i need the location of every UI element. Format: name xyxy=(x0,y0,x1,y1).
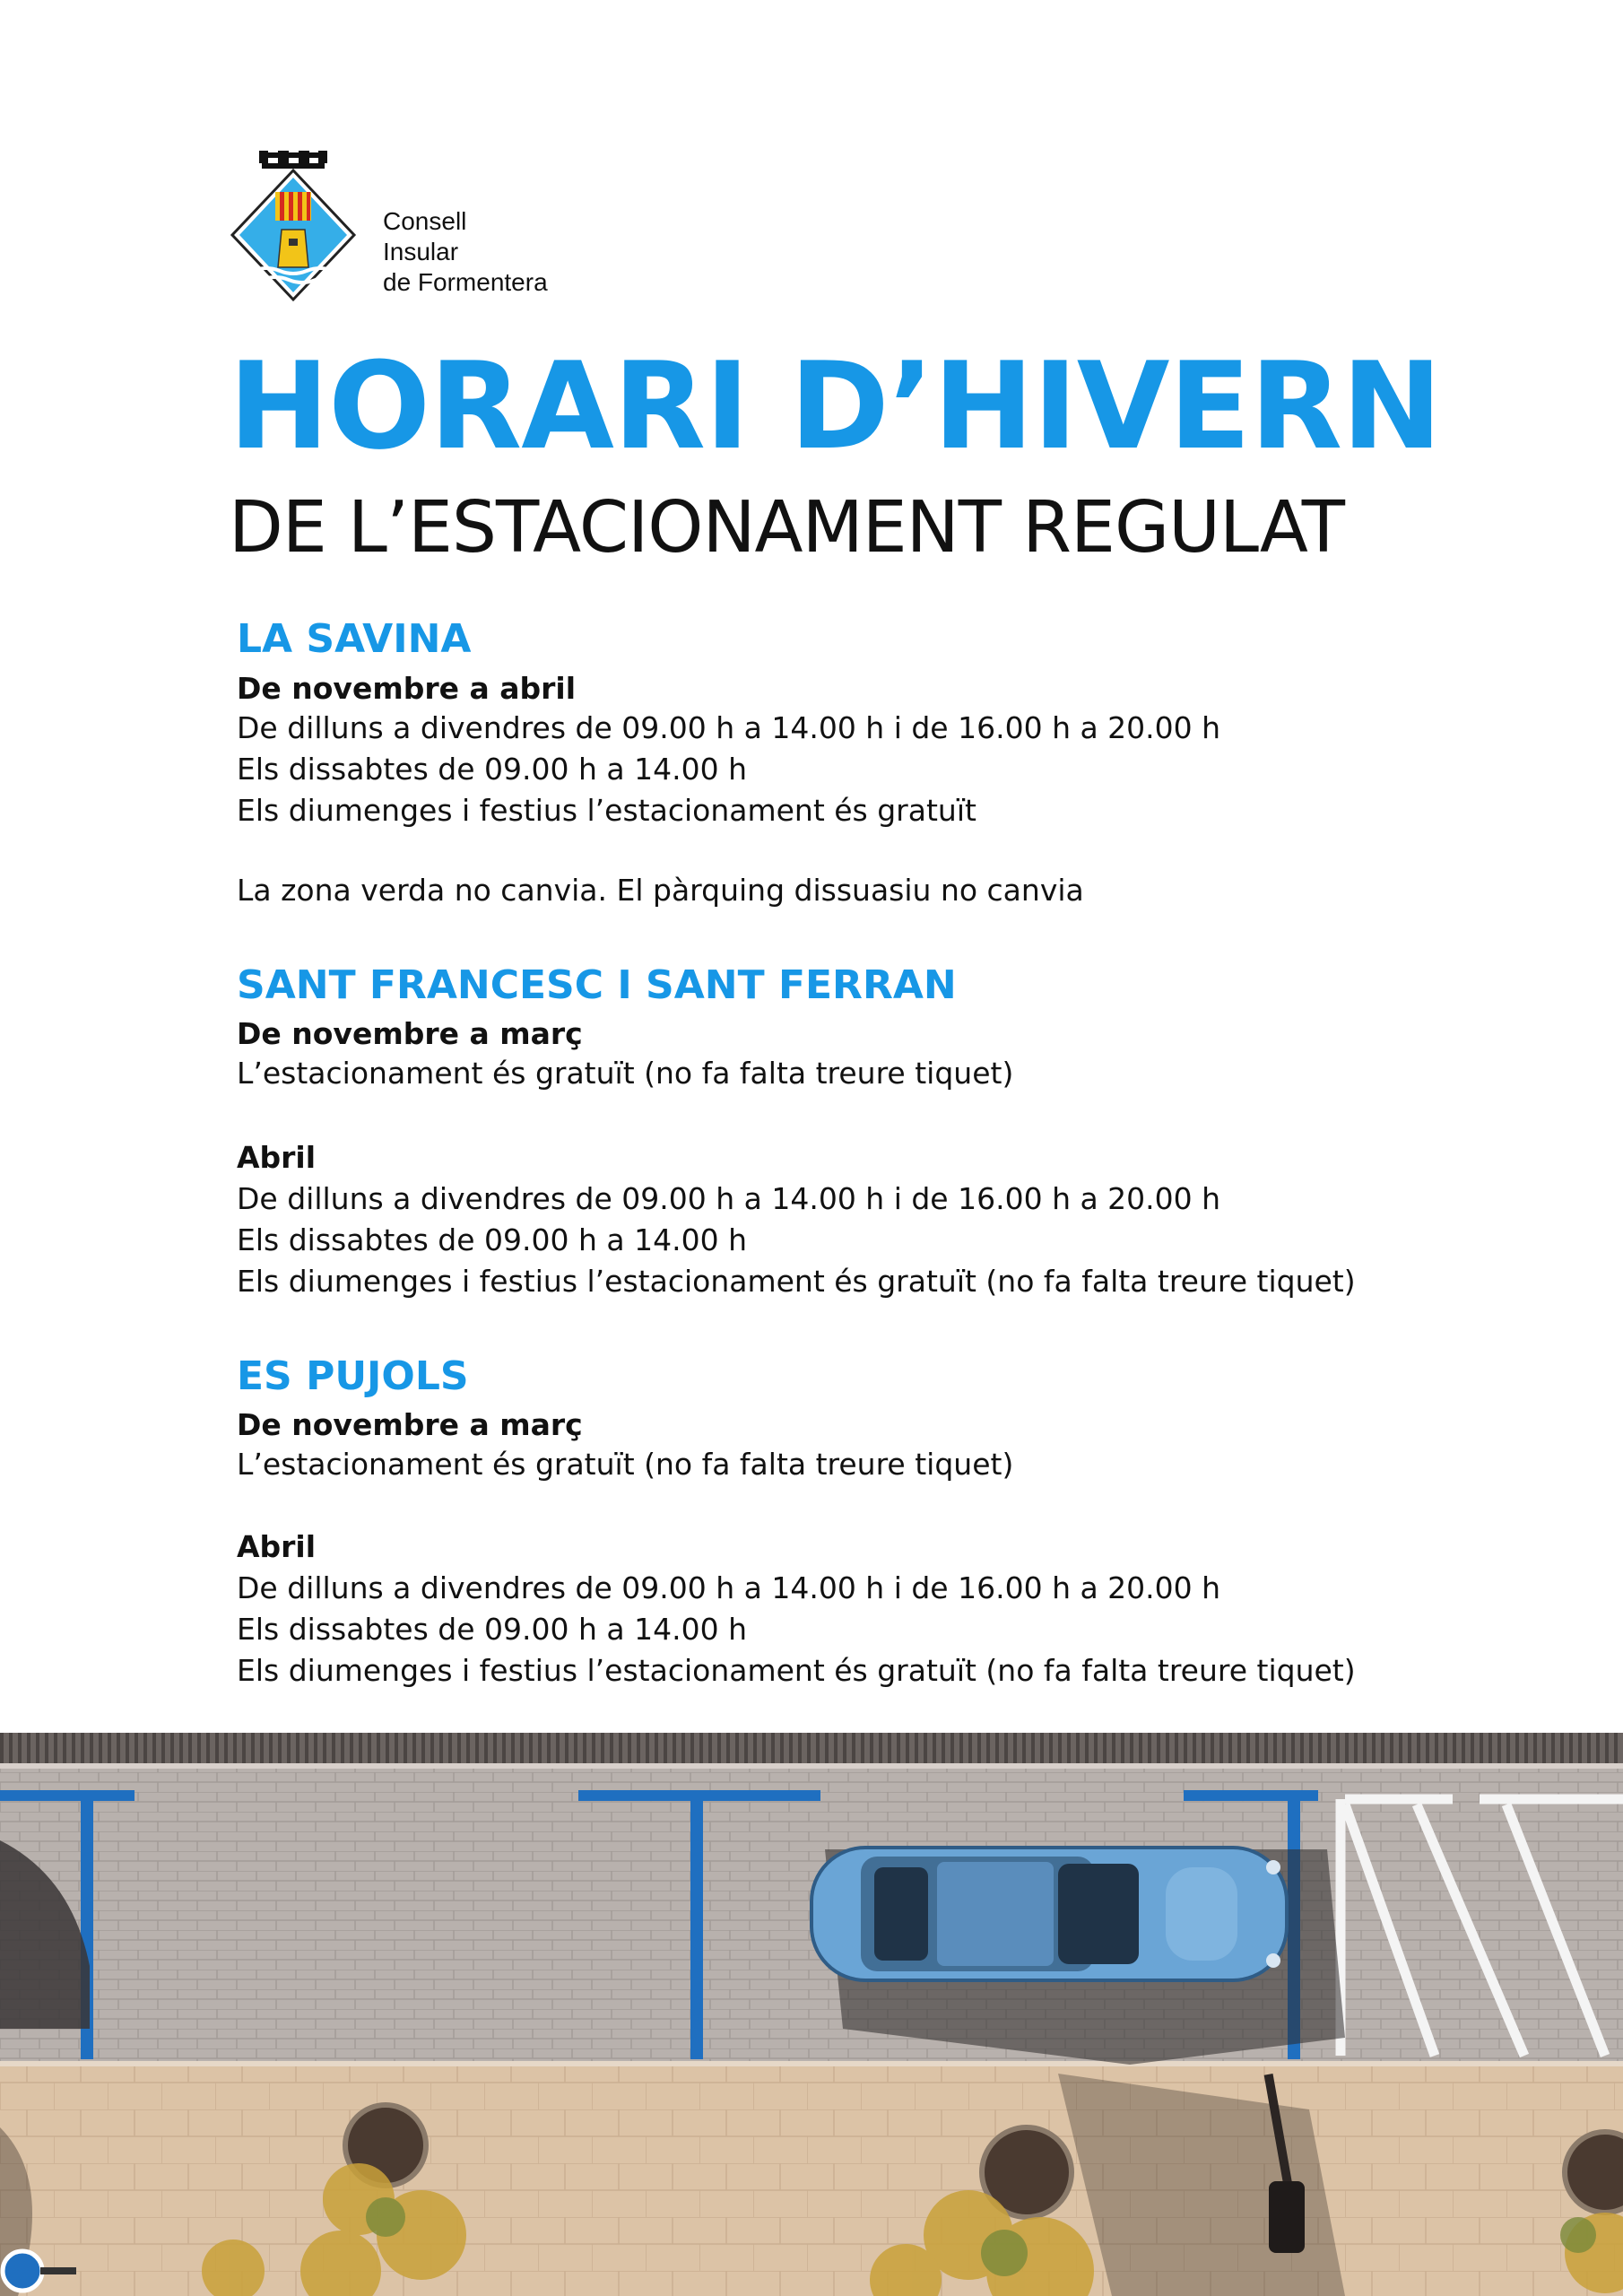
schedule-line: De dilluns a divendres de 09.00 h a 14.00 h i de 16.00 h a 20.00 h xyxy=(237,1181,1221,1216)
section-heading-es-pujols: ES PUJOLS xyxy=(237,1353,469,1399)
schedule-line: Els dissabtes de 09.00 h a 14.00 h xyxy=(237,1612,747,1647)
schedule-line: Els diumenges i festius l’estacionament és gratuït (no fa falta treure tiquet) xyxy=(237,1264,1356,1299)
schedule-line: De dilluns a divendres de 09.00 h a 14.00 h i de 16.00 h a 20.00 h xyxy=(237,1570,1221,1605)
schedule-note: La zona verda no canvia. El pàrquing dissuasiu no canvia xyxy=(237,873,1084,908)
schedule-line: Els dissabtes de 09.00 h a 14.00 h xyxy=(237,752,747,787)
page-title: HORARI D’HIVERN xyxy=(229,336,1442,476)
car-icon xyxy=(812,1848,1287,1980)
section-heading-sant-francesc: SANT FRANCESC I SANT FERRAN xyxy=(237,962,957,1008)
organization-name-line2: de Formentera xyxy=(383,268,548,296)
schedule-line: Els diumenges i festius l’estacionament és gratuït (no fa falta treure tiquet) xyxy=(237,1653,1356,1688)
section-period-la-savina: De novembre a abril xyxy=(237,671,577,706)
page-subtitle: DE L’ESTACIONAMENT REGULAT xyxy=(229,486,1344,569)
section-heading-la-savina: LA SAVINA xyxy=(237,616,472,662)
parking-aerial-photo xyxy=(0,1733,1623,2296)
logo xyxy=(226,151,549,303)
section-period-sant-francesc-april: Abril xyxy=(237,1140,317,1175)
section-period-sant-francesc: De novembre a març xyxy=(237,1016,583,1051)
section-period-es-pujols: De novembre a març xyxy=(237,1407,583,1442)
schedule-line: L’estacionament és gratuït (no fa falta treure tiquet) xyxy=(237,1056,1014,1091)
schedule-line: L’estacionament és gratuït (no fa falta treure tiquet) xyxy=(237,1447,1014,1482)
schedule-line: Els dissabtes de 09.00 h a 14.00 h xyxy=(237,1222,747,1257)
schedule-line: Els diumenges i festius l’estacionament és gratuït xyxy=(237,793,976,828)
organization-name xyxy=(383,206,549,298)
coat-of-arms-icon xyxy=(226,151,360,303)
organization-name-line1: Consell Insular xyxy=(383,207,467,265)
section-period-es-pujols-april: Abril xyxy=(237,1529,317,1564)
schedule-line: De dilluns a divendres de 09.00 h a 14.00 h i de 16.00 h a 20.00 h xyxy=(237,710,1221,745)
